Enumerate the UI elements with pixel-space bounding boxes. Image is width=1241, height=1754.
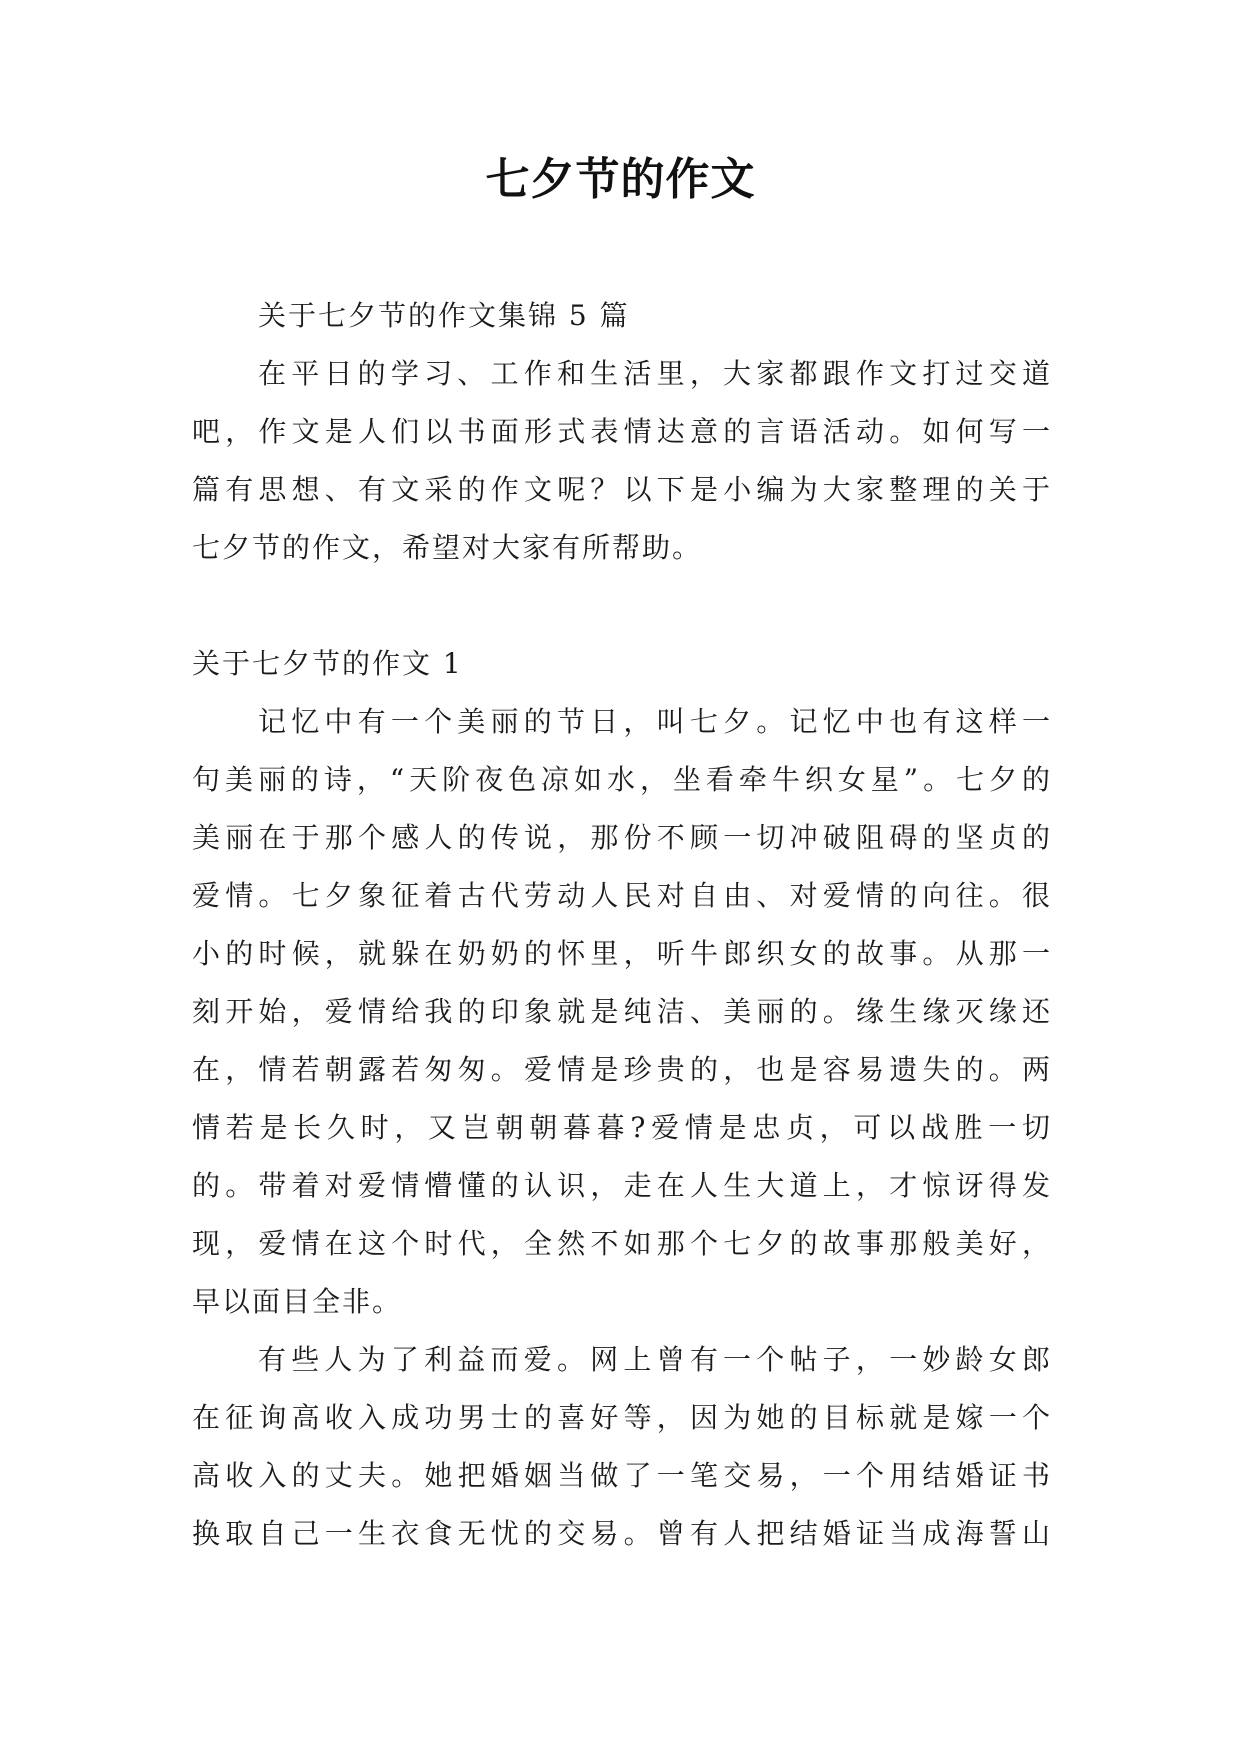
- intro-line: 篇有思想、有文采的作文呢？以下是小编为大家整理的关于: [192, 473, 1050, 506]
- paragraph-line: 有些人为了利益而爱。网上曾有一个帖子，一妙龄女郎: [258, 1343, 1050, 1376]
- paragraph-line: 的。带着对爱情懵懂的认识，走在人生大道上，才惊讶得发: [192, 1169, 1050, 1202]
- paragraph-line: 小的时候，就躲在奶奶的怀里，听牛郎织女的故事。从那一: [192, 937, 1050, 970]
- paragraph-line: 早以面目全非。: [192, 1285, 403, 1318]
- paragraph-line: 爱情。七夕象征着古代劳动人民对自由、对爱情的向往。很: [192, 879, 1050, 912]
- intro-line: 吧，作文是人们以书面形式表情达意的言语活动。如何写一: [192, 415, 1050, 448]
- section-spacer: [192, 577, 1050, 635]
- intro-line: 在平日的学习、工作和生活里，大家都跟作文打过交道: [258, 357, 1050, 390]
- paragraph-line: 情若是长久时，又岂朝朝暮暮?爱情是忠贞，可以战胜一切: [192, 1111, 1050, 1144]
- paragraph-line: 换取自己一生衣食无忧的交易。曾有人把结婚证当成海誓山: [192, 1517, 1050, 1550]
- intro-line: 七夕节的作文，希望对大家有所帮助。: [192, 531, 703, 564]
- paragraph-line: 现，爱情在这个时代，全然不如那个七夕的故事那般美好，: [192, 1227, 1050, 1260]
- section-heading: 关于七夕节的作文 1: [192, 647, 463, 680]
- paragraph-line: 句美丽的诗，“天阶夜色凉如水，坐看牵牛织女星”。七夕的: [192, 763, 1050, 796]
- paragraph-line: 记忆中有一个美丽的节日，叫七夕。记忆中也有这样一: [258, 705, 1050, 738]
- paragraph-line: 在，情若朝露若匆匆。爱情是珍贵的，也是容易遗失的。两: [192, 1053, 1050, 1086]
- subtitle: 关于七夕节的作文集锦 5 篇: [258, 299, 630, 332]
- paragraph-line: 高收入的丈夫。她把婚姻当做了一笔交易，一个用结婚证书: [192, 1459, 1050, 1492]
- paragraph-line: 在征询高收入成功男士的喜好等，因为她的目标就是嫁一个: [192, 1401, 1050, 1434]
- document-body: [192, 287, 1050, 1563]
- paragraph-line: 美丽在于那个感人的传说，那份不顾一切冲破阻碍的坚贞的: [192, 821, 1050, 854]
- paragraph-line: 刻开始，爱情给我的印象就是纯洁、美丽的。缘生缘灭缘还: [192, 995, 1050, 1028]
- document-title: 七夕节的作文: [485, 154, 756, 205]
